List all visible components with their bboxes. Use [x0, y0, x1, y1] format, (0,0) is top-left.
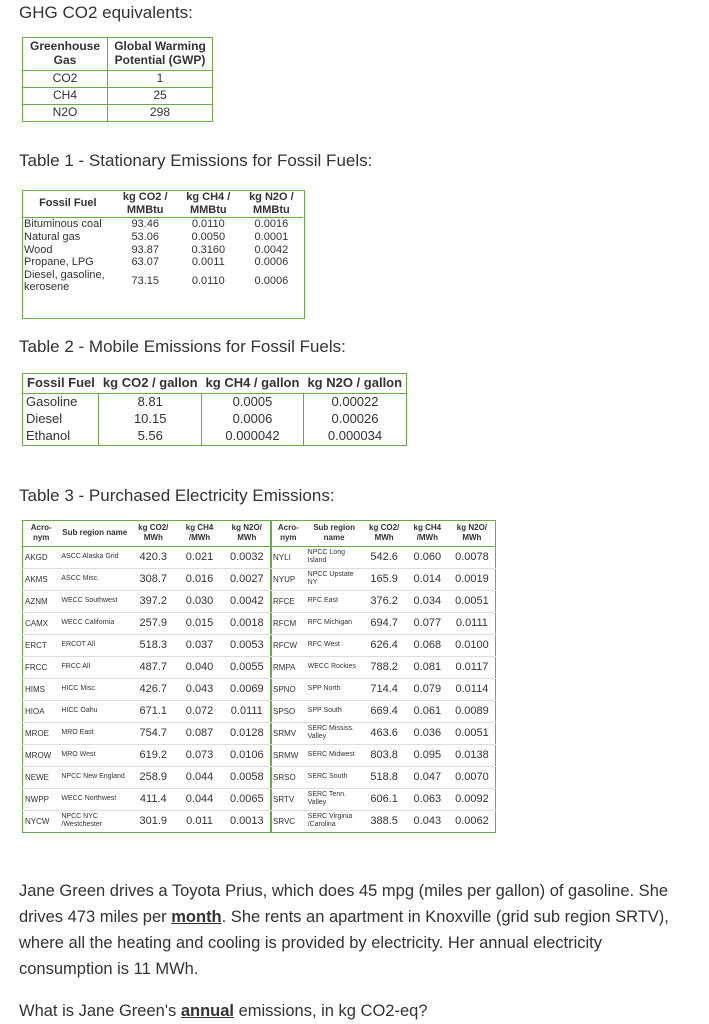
table3-cell: ASCC Misc. — [59, 568, 130, 590]
table3-cell: ASCC Alaska Grid — [59, 546, 130, 568]
table-row — [23, 656, 272, 678]
table3-cell: 0.061 — [406, 700, 449, 722]
table3-header: Acro-nym — [271, 521, 306, 547]
table-row — [23, 678, 272, 700]
table3-cell: 0.034 — [406, 590, 449, 612]
table3-cell: 0.060 — [406, 546, 449, 568]
table1-cell: 0.3160 — [191, 243, 226, 256]
table1-header: kg CH4 / MMBtu — [177, 190, 240, 218]
table3-cell: 165.9 — [363, 568, 406, 590]
table3-cell: AZNM — [23, 590, 60, 612]
table3-cell: 0.0042 — [223, 590, 272, 612]
table-row — [23, 766, 272, 788]
table2-cell: 0.00026 — [303, 411, 406, 428]
gwp-title: GHG CO2 equivalents: — [19, 3, 193, 22]
table3-cell: 671.1 — [130, 700, 176, 722]
table-row — [271, 546, 496, 568]
table3-cell: SRVC — [271, 810, 306, 832]
table2-cell: Ethanol — [26, 427, 71, 443]
table3-cell: 0.0053 — [223, 634, 272, 656]
table-row — [271, 678, 496, 700]
table3-cell: 258.9 — [130, 766, 176, 788]
table-row — [23, 104, 213, 121]
table3-cell: 518.8 — [363, 766, 406, 788]
table3-cell: 0.095 — [406, 744, 449, 766]
table3-cell: 0.044 — [176, 788, 222, 810]
table1-cell: 0.0042 — [254, 243, 289, 256]
table-row — [23, 87, 213, 104]
table3-cell: 0.014 — [406, 568, 449, 590]
table3-cell: 0.0111 — [223, 700, 272, 722]
table3-cell: RFCW — [271, 634, 306, 656]
table3-cell: ERCOT All — [59, 634, 130, 656]
table2-cell: Diesel — [26, 410, 63, 426]
table3-cell: 0.077 — [406, 612, 449, 634]
table1-cell: 73.15 — [131, 275, 159, 288]
table-row — [271, 810, 496, 832]
table-row — [271, 744, 496, 766]
table-row — [271, 590, 496, 612]
table2-cell: 8.81 — [99, 393, 202, 411]
table-row — [23, 634, 272, 656]
table3-cell: MRO East — [59, 722, 130, 744]
table-row — [271, 722, 496, 744]
table3-cell: NYLI — [271, 546, 306, 568]
prompt-emphasis-annual: annual — [180, 1002, 234, 1020]
table3-cell: AKMS — [23, 568, 60, 590]
table-row — [23, 428, 407, 446]
table3-cell: HICC Oahu — [59, 700, 130, 722]
table3-cell: 619.2 — [130, 744, 176, 766]
table1-cell: Bituminous coal — [24, 218, 102, 231]
table3-cell: NPCC NYC /Westchester — [59, 810, 130, 832]
table3-cell: SERC South — [306, 766, 363, 788]
gwp-gas-cell: N2O — [23, 104, 108, 121]
table3-header: Acro-nym — [23, 521, 60, 547]
table1-cell: Diesel, gasoline, kerosene — [24, 268, 105, 294]
table3-cell: 388.5 — [363, 810, 406, 832]
table3-cell: 0.0114 — [449, 678, 496, 700]
table-row — [23, 411, 407, 428]
table3-cell: 0.0019 — [449, 568, 496, 590]
table-row — [271, 700, 496, 722]
table2-cell: 0.0005 — [202, 393, 304, 411]
table-row — [23, 568, 272, 590]
question-emphasis-month: month — [171, 908, 222, 926]
question-prompt — [19, 998, 699, 1024]
table2-cell: 0.000034 — [303, 428, 406, 446]
table3-cell: SRSO — [271, 766, 306, 788]
table3-cell: SRMV — [271, 722, 306, 744]
table1-cell: Propane, LPG — [24, 256, 94, 269]
table3-header: kg CH4 /MWh — [176, 521, 222, 547]
table3-cell: RFC West — [306, 634, 363, 656]
table3-cell: MROW — [23, 744, 60, 766]
table1-cell: 0.0016 — [254, 218, 289, 231]
table3-cell: 754.7 — [130, 722, 176, 744]
gwp-value-cell: 25 — [108, 87, 213, 104]
table3-cell: 0.015 — [176, 612, 222, 634]
table3-cell: 803.8 — [363, 744, 406, 766]
table3-cell: SERC Mississ. Valley — [306, 722, 363, 744]
table3-cell: 0.0058 — [223, 766, 272, 788]
table2-cell: 0.00022 — [303, 393, 406, 411]
table3-cell: SRMW — [271, 744, 306, 766]
table3-cell: 694.7 — [363, 612, 406, 634]
table3-cell: 0.068 — [406, 634, 449, 656]
table3-cell: AKGD — [23, 546, 60, 568]
table1-cell: 0.0006 — [254, 256, 289, 269]
gwp-header-value: Global Warming Potential (GWP) — [108, 38, 213, 71]
table3-cell: 308.7 — [130, 568, 176, 590]
table3-cell: SERC Tenn. Valley — [306, 788, 363, 810]
table2-cell: 10.15 — [99, 411, 202, 428]
table-row — [23, 612, 272, 634]
table-row — [23, 700, 272, 722]
table1-cell: 53.06 — [131, 230, 159, 243]
table2-cell: 0.000042 — [202, 428, 304, 446]
table3-cell: 257.9 — [130, 612, 176, 634]
table3-header: kg CO2/ MWh — [130, 521, 176, 547]
table3-cell: SRTV — [271, 788, 306, 810]
table3-cell: 0.030 — [176, 590, 222, 612]
table3-cell: 0.0032 — [223, 546, 272, 568]
table3-header: kg N2O/ MWh — [223, 521, 272, 547]
table3-cell: FRCC — [23, 656, 60, 678]
table3-cell: WECC California — [59, 612, 130, 634]
table-row — [23, 788, 272, 810]
question-text-2: . She rents an apartment in Knoxville (grid sub region SRTV), where all the heating and cooling is provided by electricity. Her annual electricity consumption is 11 MWh. — [19, 908, 669, 978]
table3-cell: 376.2 — [363, 590, 406, 612]
table3-cell: HIOA — [23, 700, 60, 722]
table-row — [271, 766, 496, 788]
table3-cell: 0.0078 — [449, 546, 496, 568]
table3-cell: 669.4 — [363, 700, 406, 722]
table3-cell: MRO West — [59, 744, 130, 766]
gwp-table — [22, 37, 213, 122]
table3-cell: 0.040 — [176, 656, 222, 678]
table2-cell: Gasoline — [26, 393, 78, 409]
gwp-gas-cell: CH4 — [23, 87, 108, 104]
table3-cell: 0.044 — [176, 766, 222, 788]
table3-cell: 0.0092 — [449, 788, 496, 810]
table3-cell: 0.087 — [176, 722, 222, 744]
mobile-emissions-table — [22, 373, 407, 446]
table3-cell: 542.6 — [363, 546, 406, 568]
table3-cell: RFC Michigan — [306, 612, 363, 634]
table3-cell: 0.0106 — [223, 744, 272, 766]
table3-cell: 301.9 — [130, 810, 176, 832]
table1-cell: 0.0110 — [191, 218, 225, 231]
prompt-text-2: emissions, in kg CO2-eq? — [234, 1002, 428, 1020]
table3-cell: 626.4 — [363, 634, 406, 656]
table1-cell: 93.87 — [131, 243, 159, 256]
table3-cell: 0.0062 — [449, 810, 496, 832]
table3-cell: NWPP — [23, 788, 60, 810]
table3-cell: SPSO — [271, 700, 306, 722]
table3-cell: 420.3 — [130, 546, 176, 568]
table2-header: kg N2O / gallon — [303, 374, 406, 394]
table3-cell: 411.4 — [130, 788, 176, 810]
prompt-text-1: What is Jane Green's — [19, 1002, 181, 1020]
table3-cell: 0.072 — [176, 700, 222, 722]
gwp-value-cell: 1 — [108, 70, 213, 87]
table3-cell: NPCC Long Island — [306, 546, 363, 568]
stationary-emissions-table — [22, 190, 303, 294]
table3-cell: 0.047 — [406, 766, 449, 788]
table3-cell: 0.0070 — [449, 766, 496, 788]
table3-cell: 0.036 — [406, 722, 449, 744]
table-row — [23, 810, 272, 832]
table3-cell: 426.7 — [130, 678, 176, 700]
table1-cell: Wood — [24, 243, 53, 256]
table3-cell: 487.7 — [130, 656, 176, 678]
table-row — [22, 256, 303, 269]
table2-cell: 5.56 — [99, 428, 202, 446]
table3-cell: 714.4 — [363, 678, 406, 700]
table-row — [23, 722, 272, 744]
table2-cell: 0.0006 — [202, 411, 304, 428]
table3-cell: 0.079 — [406, 678, 449, 700]
table3-cell: 0.081 — [406, 656, 449, 678]
table-row — [23, 70, 213, 87]
table-row — [23, 744, 272, 766]
table2-header: kg CO2 / gallon — [99, 374, 202, 394]
table1-cell: 0.0006 — [254, 275, 289, 288]
table-row — [271, 634, 496, 656]
table-row — [23, 546, 272, 568]
table3-header: kg N2O/ MWh — [449, 521, 496, 547]
table-row — [22, 231, 303, 244]
table3-cell: NYCW — [23, 810, 60, 832]
table3-cell: 0.021 — [176, 546, 222, 568]
table1-header: kg N2O / MMBtu — [240, 190, 303, 218]
table3-cell: NPCC Upstate NY — [306, 568, 363, 590]
table1-cell: 93.46 — [131, 218, 159, 231]
table3-cell: 0.0065 — [223, 788, 272, 810]
table1-cell: Natural gas — [24, 230, 81, 243]
table3-cell: NYUP — [271, 568, 306, 590]
electricity-emissions-table-left — [22, 520, 272, 833]
question-text-1: Jane Green drives a Toyota Prius, which does 45 mpg (miles per gallon) of gasoline. She drives 473 miles per — [19, 882, 669, 926]
table-row — [23, 393, 407, 411]
table1-cell: 63.07 — [131, 256, 159, 269]
table3-cell: SPP South — [306, 700, 363, 722]
table2-header: kg CH4 / gallon — [202, 374, 304, 394]
table3-cell: SERC Midwest — [306, 744, 363, 766]
table1-cell: 0.0050 — [191, 230, 226, 243]
table1-title: Table 1 - Stationary Emissions for Fossil Fuels: — [19, 151, 373, 170]
table3-cell: SERC Virginia /Carolina — [306, 810, 363, 832]
gwp-gas-cell: CO2 — [23, 70, 108, 87]
table3-cell: 0.0018 — [223, 612, 272, 634]
question-paragraph — [19, 878, 699, 982]
electricity-emissions-table-right — [270, 520, 496, 833]
table3-header: kg CO2/ MWh — [363, 521, 406, 547]
table1-cell: 0.0001 — [254, 230, 289, 243]
table3-cell: SPP North — [306, 678, 363, 700]
table3-title: Table 3 - Purchased Electricity Emissions: — [19, 486, 335, 505]
table1-header: kg CO2 / MMBtu — [114, 190, 177, 218]
table3-cell: 0.011 — [176, 810, 222, 832]
table3-cell: RFCE — [271, 590, 306, 612]
table3-cell: SPNO — [271, 678, 306, 700]
table3-header: Sub region name — [306, 521, 363, 547]
table3-cell: 0.073 — [176, 744, 222, 766]
gwp-header-gas: Greenhouse Gas — [23, 38, 108, 71]
table3-cell: WECC Northwest — [59, 788, 130, 810]
table3-cell: 0.016 — [176, 568, 222, 590]
table3-cell: WECC Southwest — [59, 590, 130, 612]
table1-cell: 0.0011 — [191, 256, 225, 269]
table3-cell: 0.0089 — [449, 700, 496, 722]
table3-cell: 0.037 — [176, 634, 222, 656]
table3-cell: 518.3 — [130, 634, 176, 656]
table-row — [23, 590, 272, 612]
table-row — [271, 568, 496, 590]
table3-cell: 0.0069 — [223, 678, 272, 700]
table3-header: Sub region name — [59, 521, 130, 547]
table2-title: Table 2 - Mobile Emissions for Fossil Fuels: — [19, 337, 346, 356]
table3-cell: 0.0027 — [223, 568, 272, 590]
table3-cell: 0.0055 — [223, 656, 272, 678]
table3-cell: RFC East — [306, 590, 363, 612]
table3-header: kg CH4 /MWh — [406, 521, 449, 547]
table3-cell: 0.0051 — [449, 590, 496, 612]
table-row — [271, 612, 496, 634]
table1-header: Fossil Fuel — [22, 190, 114, 218]
table3-cell: WECC Rockies — [306, 656, 363, 678]
table3-cell: 0.0138 — [449, 744, 496, 766]
table3-cell: RMPA — [271, 656, 306, 678]
table1-cell: 0.0110 — [191, 275, 225, 288]
table-row — [22, 218, 303, 231]
table3-cell: HICC Misc. — [59, 678, 130, 700]
table2-header: Fossil Fuel — [23, 374, 99, 394]
table-row — [271, 656, 496, 678]
table3-cell: MROE — [23, 722, 60, 744]
table3-cell: 788.2 — [363, 656, 406, 678]
table3-cell: 397.2 — [130, 590, 176, 612]
table3-cell: 0.043 — [406, 810, 449, 832]
table3-cell: NPCC New England — [59, 766, 130, 788]
table3-cell: CAMX — [23, 612, 60, 634]
table3-cell: 0.0117 — [449, 656, 496, 678]
table3-cell: NEWE — [23, 766, 60, 788]
table3-cell: 0.063 — [406, 788, 449, 810]
table3-cell: RFCM — [271, 612, 306, 634]
table3-cell: 0.0100 — [449, 634, 496, 656]
table3-cell: 606.1 — [363, 788, 406, 810]
table3-cell: 463.6 — [363, 722, 406, 744]
table3-cell: 0.0051 — [449, 722, 496, 744]
table-row — [271, 788, 496, 810]
table3-cell: 0.043 — [176, 678, 222, 700]
table3-cell: 0.0111 — [449, 612, 496, 634]
table3-cell: 0.0128 — [223, 722, 272, 744]
table3-cell: FRCC All — [59, 656, 130, 678]
table3-cell: ERCT — [23, 634, 60, 656]
table3-cell: HIMS — [23, 678, 60, 700]
table-row — [22, 269, 303, 294]
table3-cell: 0.0013 — [223, 810, 272, 832]
table-row — [22, 244, 303, 257]
gwp-value-cell: 298 — [108, 104, 213, 121]
